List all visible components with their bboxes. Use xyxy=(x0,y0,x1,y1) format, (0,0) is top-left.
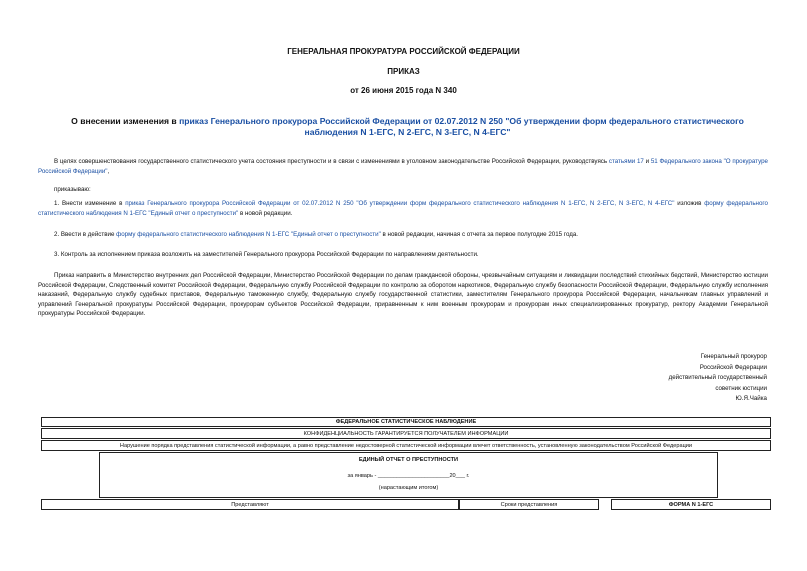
order-item-2 xyxy=(38,230,768,240)
document-type: ПРИКАЗ xyxy=(387,67,420,76)
order-item-1 xyxy=(38,199,768,218)
signature-line-4: советник юстиции xyxy=(715,384,767,392)
title-order-link[interactable]: приказ Генерального прокурора Российской Федерации от 02.07.2012 N 250 "Об утверждении форм федерального статистического наблюдения N 1-ЕГС, N 2-ЕГС, N 3-ЕГС, N 4-ЕГС" xyxy=(179,116,744,137)
form-federal-observation: ФЕДЕРАЛЬНОЕ СТАТИСТИЧЕСКОЕ НАБЛЮДЕНИЕ xyxy=(41,417,771,427)
order-item-3: 3. Контроль за исполнением приказа возложить на заместителей Генерального прокурора Российской Федерации по направлениям деятельности. xyxy=(54,251,479,258)
item1-prefix: 1. Внести изменение в xyxy=(54,200,126,207)
order-word: приказываю: xyxy=(54,186,91,193)
document-date-number: от 26 июня 2015 года N 340 xyxy=(350,86,457,95)
form-report-title: ЕДИНЫЙ ОТЧЕТ О ПРЕСТУПНОСТИ xyxy=(358,457,459,463)
form-report-cumulative: (нарастающим итогом) xyxy=(378,485,439,491)
signature-block xyxy=(627,352,767,405)
preamble-mid: и xyxy=(643,158,651,165)
form-col-form-number: ФОРМА N 1-ЕГС xyxy=(611,499,771,510)
signature-line-2: Российской Федерации xyxy=(699,363,767,371)
signature-line-3: действительный государственный xyxy=(668,374,767,382)
form-col-deadlines: Сроки представления xyxy=(459,499,599,510)
agency-name: ГЕНЕРАЛЬНАЯ ПРОКУРАТУРА РОССИЙСКОЙ ФЕДЕРАЦИИ xyxy=(287,47,520,56)
item1-end: в новой редакции. xyxy=(238,209,293,217)
item2-prefix: 2. Ввести в действие xyxy=(54,231,117,238)
item2-end: в новой редакции, начиная с отчета за первое полугодие 2015 года. xyxy=(380,231,579,238)
item1-form-link[interactable]: форму федерального статистического наблюдения N 1-ЕГС "Единый отчет о преступности" xyxy=(38,200,768,217)
form-confidentiality: КОНФИДЕНЦИАЛЬНОСТЬ ГАРАНТИРУЕТСЯ ПОЛУЧАТЕЛЕМ ИНФОРМАЦИИ xyxy=(41,428,771,439)
item1-order-link[interactable]: приказ Генерального прокурора Российской Федерации от 02.07.2012 N 250 "Об утверждении форм федерального статистического наблюдения N 1-ЕГС, N 2-ЕГС, N 3-ЕГС, N 4-ЕГС" xyxy=(125,200,675,207)
title-prefix: О внесении изменения в xyxy=(71,116,180,126)
item2-form-link[interactable]: форму федерального статистического наблюдения N 1-ЕГС "Единый отчет о преступности" xyxy=(116,231,381,238)
document-title xyxy=(60,116,755,138)
signature-line-1: Генеральный прокурор xyxy=(700,353,767,360)
preamble-end: , xyxy=(107,167,110,175)
signature-name: Ю.Я.Чайка xyxy=(735,395,767,403)
form-col-submitters: Представляют xyxy=(41,499,459,510)
distribution-paragraph: Приказ направить в Министерство внутренних дел Российской Федерации, Министерство Российской Федерации по делам гражданской обороны, чрезвычайным ситуациям и ликвидации последствий стихийных бедствий, Министерство юстиции Российской Федерации, Следственный комитет Российской Федерации, Федеральную службу Российской Федерации по контролю за оборотом наркотиков, Федеральную службу безопасности Российской Федерации, Федеральную службу исполнения наказаний, Федеральную службу судебных приставов, Федеральную таможенную службу, Федеральную службу государственной статистики, заместителям Генерального прокурора Российской Федерации, начальникам главных управлений и управлений Генеральной прокуратуры Российской Федерации, прокурорам субъектов Российской Федерации, приравненным к ним военным прокурорам и прокурорам иных специализированных прокуратур, ректору Академии Генеральной прокуратуры Российской Федерации. xyxy=(38,272,768,318)
item1-mid: изложив xyxy=(674,200,705,207)
form-warning: Нарушение порядка представления статистической информации, а равно представление недостоверной статистической информации влечет ответственность, установленную законодательством Российской Федерации xyxy=(41,440,771,451)
form-report-period: за январь - _______________________20___ г. xyxy=(347,473,470,479)
preamble-text: В целях совершенствования государственного статистического учета состояния преступности и в связи с изменениями в уголовном законодательстве Российской Федерации, руководствуясь xyxy=(54,158,609,165)
preamble xyxy=(38,157,768,176)
preamble-link-article-51[interactable]: 51 Федерального закона "О прокуратуре Российской Федерации" xyxy=(38,158,768,175)
preamble-link-article-17[interactable]: статьями 17 xyxy=(608,158,644,165)
